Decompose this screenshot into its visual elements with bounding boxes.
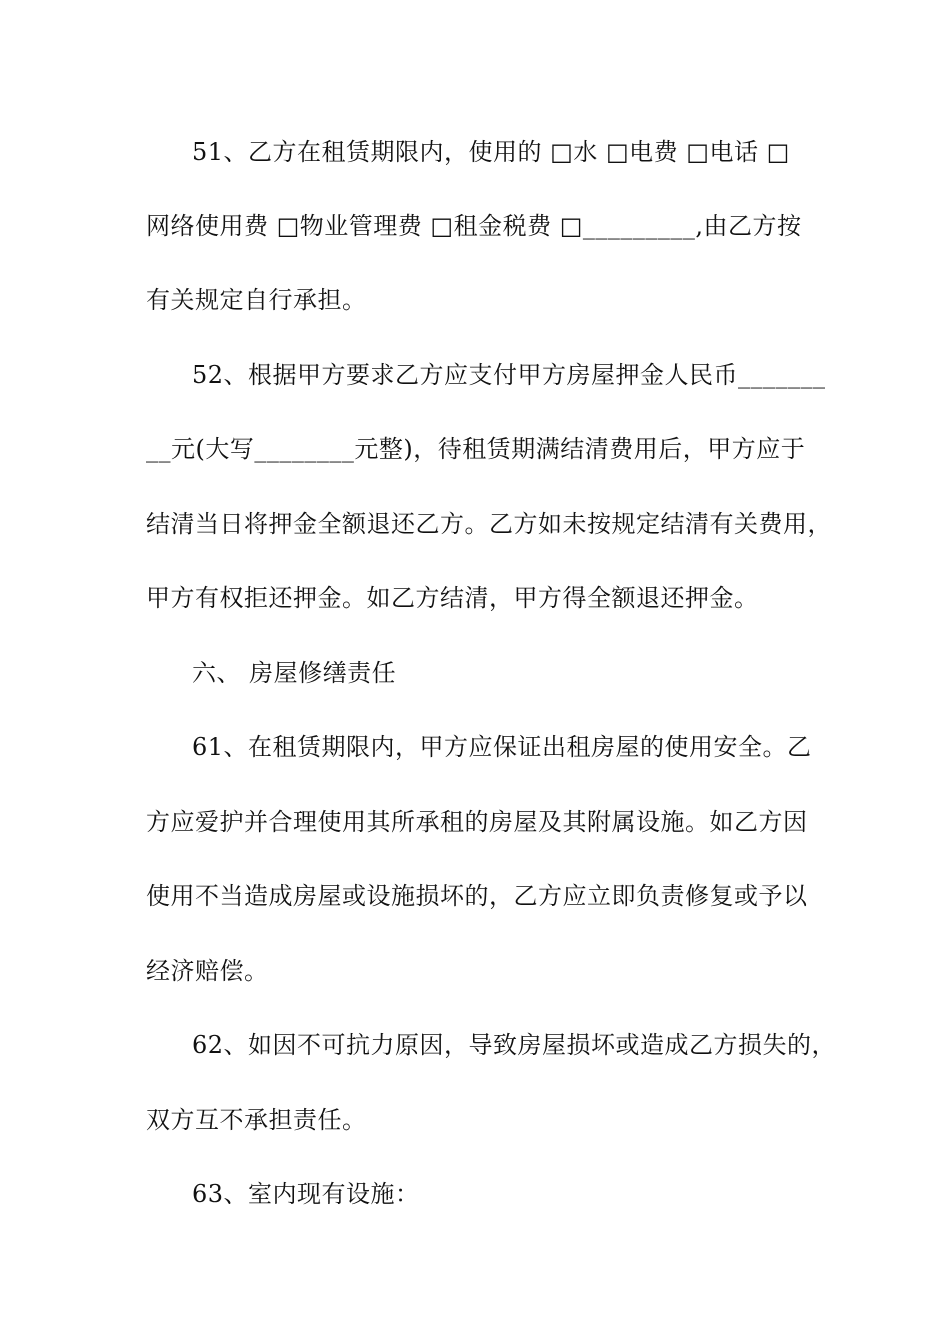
clause-51-line-3: 有关规定自行承担。 <box>146 286 367 314</box>
clause-62-line-1: 62、如因不可抗力原因，导致房屋损坏或造成乙方损失的， <box>192 1031 837 1059</box>
clause-61-line-2: 方应爱护并合理使用其所承租的房屋及其附属设施。如乙方因 <box>146 808 808 836</box>
clause-62-line-2: 双方互不承担责任。 <box>146 1106 367 1134</box>
section-6-heading: 六、 房屋修缮责任 <box>192 659 397 687</box>
clause-52-line-1: 52、根据甲方要求乙方应支付甲方房屋押金人民币_______ <box>192 361 826 389</box>
clause-63-line-1: 63、室内现有设施： <box>192 1180 420 1208</box>
clause-52-line-4: 甲方有权拒还押金。如乙方结清，甲方得全额退还押金。 <box>146 584 759 612</box>
clause-51-line-1: 51、乙方在租赁期限内，使用的 □水 □电费 □电话 □ <box>192 138 790 166</box>
clause-52-line-3: 结清当日将押金全额退还乙方。乙方如未按规定结清有关费用， <box>146 510 832 538</box>
clause-51-line-2: 网络使用费 □物业管理费 □租金税费 □_________,由乙方按 <box>146 212 802 240</box>
clause-61-line-3: 使用不当造成房屋或设施损坏的，乙方应立即负责修复或予以 <box>146 882 808 910</box>
clause-61-line-4: 经济赔偿。 <box>146 957 269 985</box>
clause-52-line-2: __元(大写________元整)，待租赁期满结清费用后，甲方应于 <box>146 435 806 463</box>
clause-61-line-1: 61、在租赁期限内，甲方应保证出租房屋的使用安全。乙 <box>192 733 812 761</box>
